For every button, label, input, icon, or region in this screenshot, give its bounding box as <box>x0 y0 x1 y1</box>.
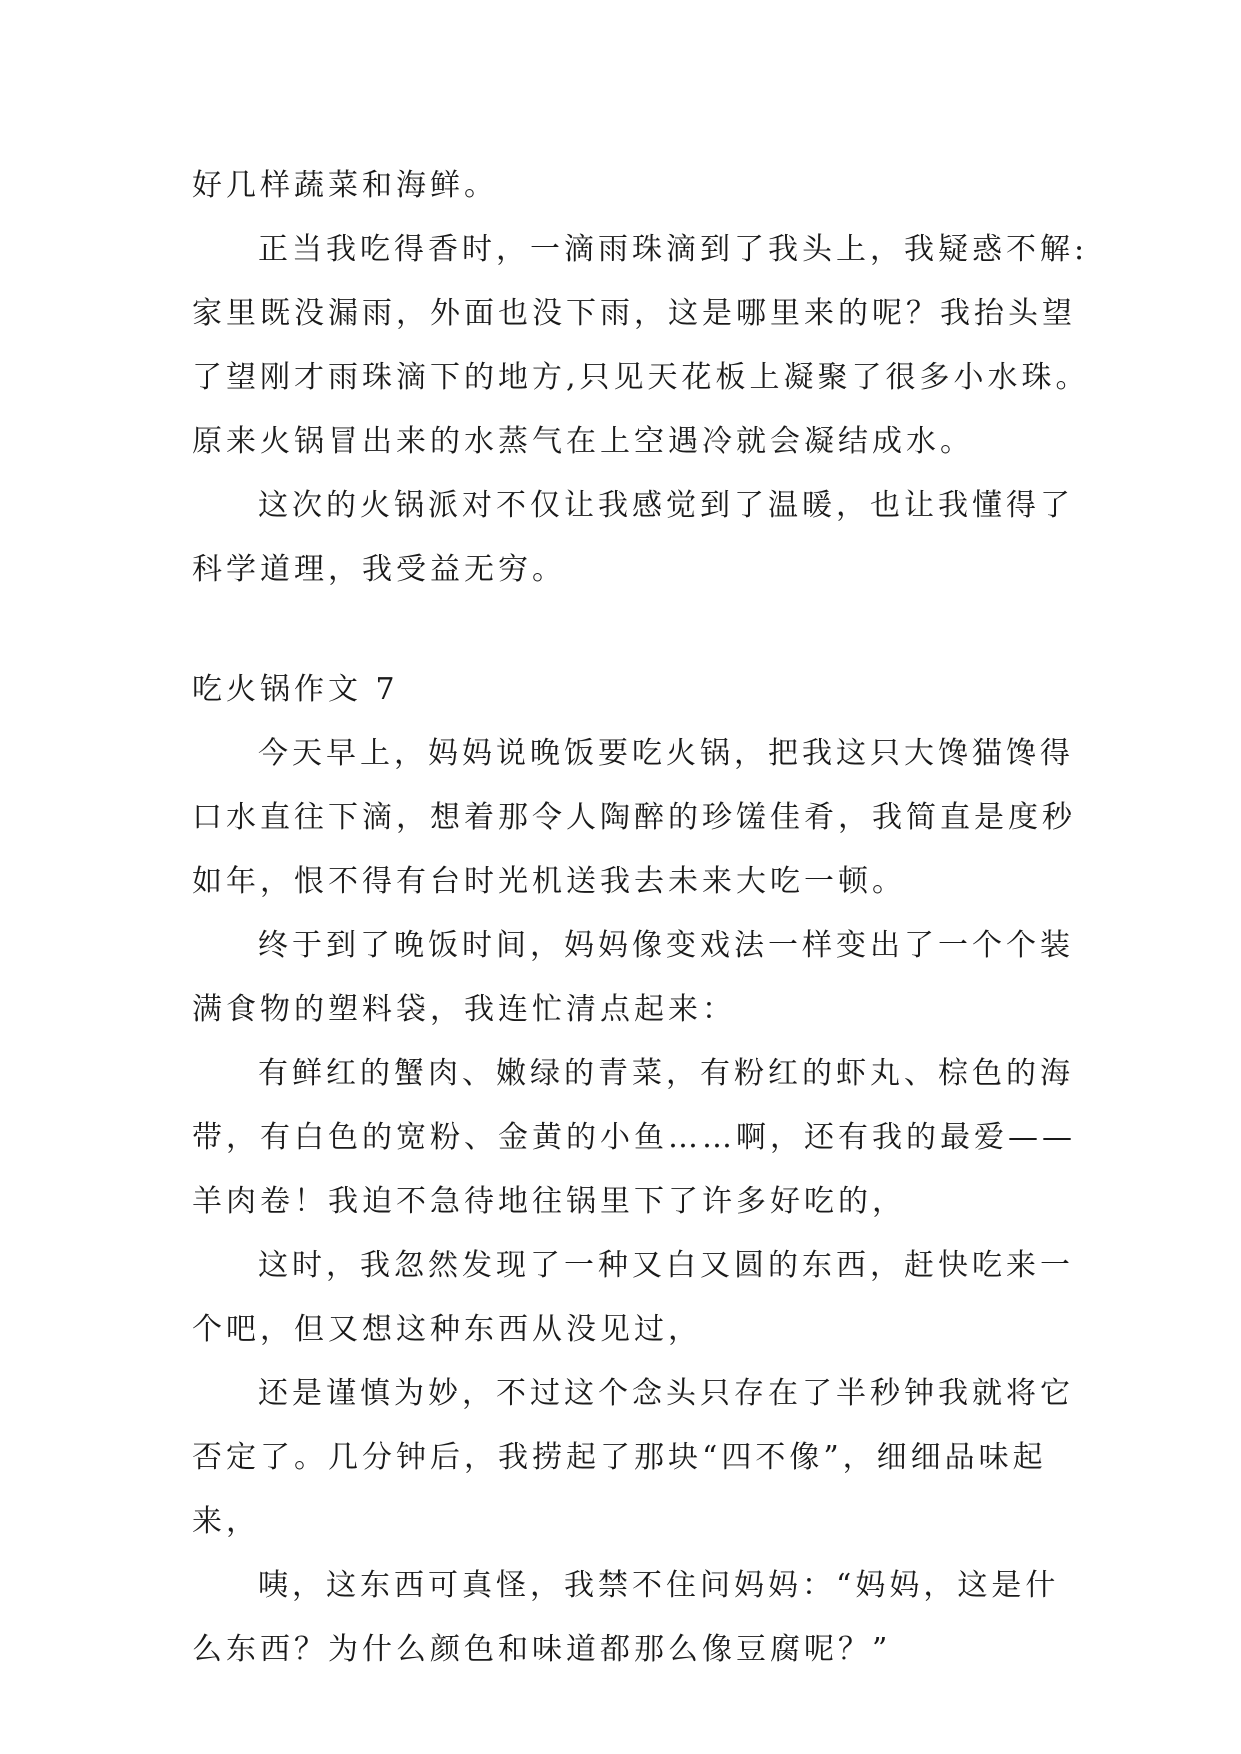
paragraph-line: 口水直往下滴，想着那令人陶醉的珍馐佳肴，我简直是度秒 <box>192 800 1076 835</box>
paragraph-line: 否定了。几分钟后，我捞起了那块“四不像”，细细品味起 <box>192 1440 1047 1475</box>
paragraph-line: 如年，恨不得有台时光机送我去未来大吃一顿。 <box>192 864 906 899</box>
paragraph-line: 了望刚才雨珠滴下的地方,只见天花板上凝聚了很多小水珠。 <box>192 360 1090 395</box>
paragraph-line: 满食物的塑料袋，我连忙清点起来： <box>192 992 736 1027</box>
paragraph-line: 原来火锅冒出来的水蒸气在上空遇冷就会凝结成水。 <box>192 424 974 459</box>
paragraph-line: 这次的火锅派对不仅让我感觉到了温暖，也让我懂得了 <box>258 488 1074 523</box>
section-gap <box>192 602 1052 658</box>
paragraph-line: 这时，我忽然发现了一种又白又圆的东西，赶快吃来一 <box>258 1248 1074 1283</box>
paragraph-line: 家里既没漏雨，外面也没下雨，这是哪里来的呢？我抬头望 <box>192 296 1076 331</box>
paragraph-line: 科学道理，我受益无穷。 <box>192 552 566 587</box>
paragraph-line: 羊肉卷！我迫不急待地往锅里下了许多好吃的， <box>192 1184 906 1219</box>
paragraph-line: 有鲜红的蟹肉、嫩绿的青菜，有粉红的虾丸、棕色的海 <box>258 1056 1074 1091</box>
paragraph-line: 带，有白色的宽粉、金黄的小鱼……啊，还有我的最爱—— <box>192 1120 1076 1155</box>
paragraph-line: 么东西？为什么颜色和味道都那么像豆腐呢？” <box>192 1632 892 1667</box>
paragraph-line: 咦，这东西可真怪，我禁不住问妈妈：“妈妈，这是什 <box>258 1568 1060 1603</box>
paragraph-line: 好几样蔬菜和海鲜。 <box>192 168 498 203</box>
paragraph-line: 今天早上，妈妈说晚饭要吃火锅，把我这只大馋猫馋得 <box>258 736 1074 771</box>
paragraph-line: 终于到了晚饭时间，妈妈像变戏法一样变出了一个个装 <box>258 928 1074 963</box>
document-page <box>192 154 1090 1682</box>
paragraph-line: 来， <box>192 1504 260 1539</box>
paragraph-line: 个吧，但又想这种东西从没见过， <box>192 1312 702 1347</box>
essay-title: 吃火锅作文 7 <box>192 672 399 707</box>
paragraph-line: 还是谨慎为妙，不过这个念头只存在了半秒钟我就将它 <box>258 1376 1074 1411</box>
paragraph-line: 正当我吃得香时，一滴雨珠滴到了我头上，我疑惑不解: <box>258 232 1089 267</box>
